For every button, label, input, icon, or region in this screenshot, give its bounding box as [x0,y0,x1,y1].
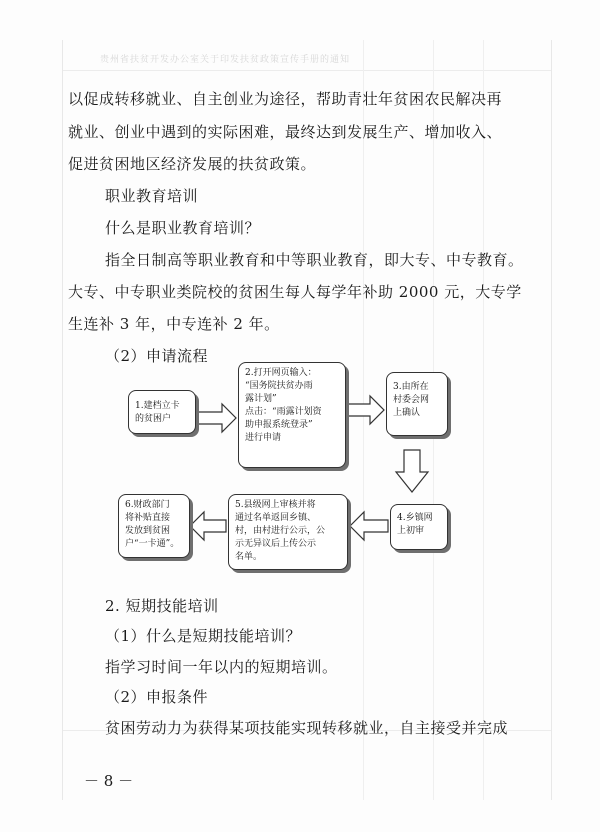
section-heading: 2. 短期技能培训 [105,597,219,615]
flow-step-3: 3.由所在 村委会网 上确认 [386,372,448,436]
page-number: － 8 － [84,772,134,790]
arrow-down-icon [396,450,428,492]
subsection-heading: （2）申请流程 [105,347,209,365]
body-text-line: 就业、创业中遇到的实际困难，最终达到发展生产、增加收入、 [68,123,503,141]
body-text-line: 指全日制高等职业教育和中等职业教育，即大专、中专教育。 [105,251,524,269]
subsection-heading: （2）申报条件 [105,688,209,706]
body-text-line: 促进贫困地区经济发展的扶贫政策。 [68,155,317,173]
body-text-line: 生连补 3 年，中专连补 2 年。 [68,315,280,333]
arrow-left-icon [190,512,226,540]
arrow-right-icon [348,396,384,424]
body-text-line: 贫困劳动力为获得某项技能实现转移就业，自主接受并完成 [105,719,509,737]
flow-step-1: 1.建档立卡 的贫困户 [128,390,196,434]
body-text-line: 以促成转移就业、自主创业为途径，帮助青壮年贫困农民解决再 [68,90,503,108]
body-text-line: 大专、中专职业类院校的贫困生每人每学年补助 2000 元，大专学 [68,283,522,301]
body-text-line: 指学习时间一年以内的短期培训。 [105,658,338,676]
arrow-left-icon [350,512,388,540]
section-heading: 职业教育培训 [105,187,199,205]
flow-step-6: 6.财政部门 将补贴直接 发放到贫困 户“一卡通”。 [118,494,190,558]
arrow-right-icon [198,404,236,432]
question-heading: （1）什么是短期技能培训？ [105,627,302,645]
question-heading: 什么是职业教育培训？ [105,219,261,237]
flow-step-5: 5.县级网上审核并将 通过名单返回乡镇、 村，由村进行公示，公 示无异议后上传公示 名单。 [228,494,348,570]
flow-step-2: 2.打开网页输入： “国务院扶贫办雨 露计划” 点击：“雨露计划资 助申报系统登录” 进行申请 [238,362,346,468]
header-watermark: 贵州省扶贫开发办公室关于印发扶贫政策宣传手册的通知 [100,55,351,65]
flow-step-4: 4.乡镇网 上初审 [390,504,448,550]
